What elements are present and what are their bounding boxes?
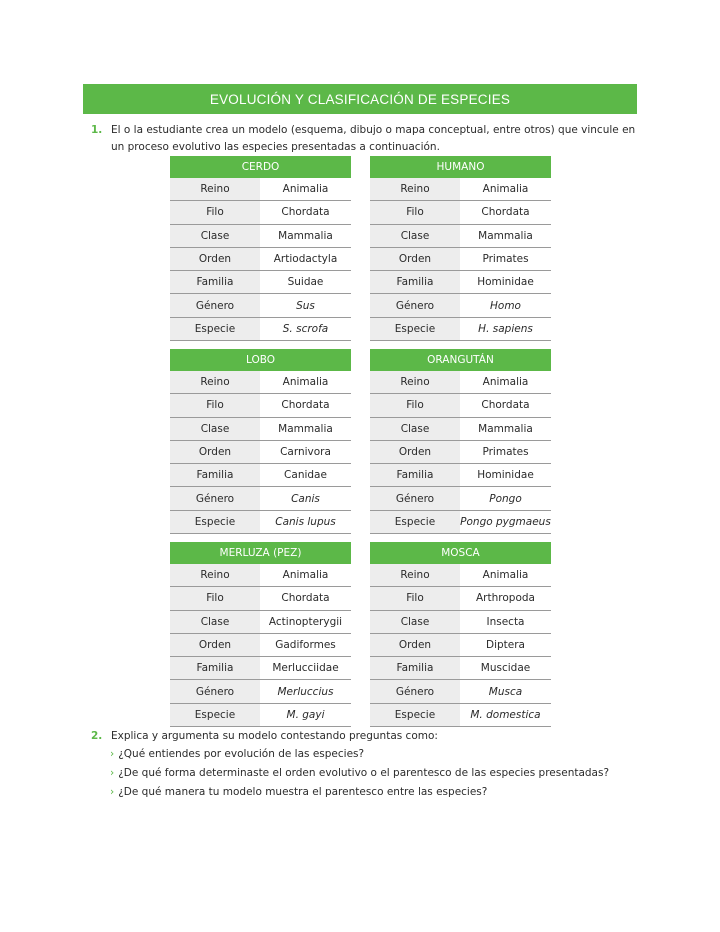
question-2-item-text: ¿Qué entiendes por evolución de las especies? xyxy=(118,748,365,760)
rank-value: Mammalia xyxy=(260,225,351,247)
table-row xyxy=(370,464,551,487)
rank-value: Primates xyxy=(460,441,551,463)
table-title: ORANGUTÁN xyxy=(370,349,551,371)
rank-label: Familia xyxy=(370,657,460,679)
rank-value: Mammalia xyxy=(460,225,551,247)
rank-label: Orden xyxy=(370,248,460,270)
question-2-text: Explica y argumenta su modelo contestando preguntas como: xyxy=(111,730,438,742)
rank-label: Especie xyxy=(170,511,260,533)
table-row xyxy=(170,611,351,634)
rank-label: Especie xyxy=(170,704,260,726)
question-1 xyxy=(91,122,651,156)
table-row xyxy=(170,564,351,587)
table-row xyxy=(370,587,551,610)
table-row xyxy=(370,371,551,394)
taxonomy-table xyxy=(370,349,551,534)
table-title: MERLUZA (PEZ) xyxy=(170,542,351,564)
rank-value: Hominidae xyxy=(460,271,551,293)
table-row xyxy=(170,394,351,417)
bullet-marker: › xyxy=(110,767,115,779)
table-row xyxy=(370,178,551,201)
rank-label: Orden xyxy=(170,248,260,270)
table-row xyxy=(170,294,351,317)
rank-value: Animalia xyxy=(260,178,351,200)
table-row xyxy=(370,318,551,341)
rank-label: Reino xyxy=(170,564,260,586)
table-row xyxy=(170,271,351,294)
table-row xyxy=(370,418,551,441)
rank-label: Orden xyxy=(370,441,460,463)
taxonomy-table xyxy=(170,156,351,341)
rank-label: Familia xyxy=(370,464,460,486)
rank-value: Mammalia xyxy=(460,418,551,440)
table-row xyxy=(370,271,551,294)
table-row xyxy=(370,225,551,248)
table-row xyxy=(170,441,351,464)
table-row xyxy=(170,511,351,534)
bullet-marker: › xyxy=(110,786,115,798)
rank-value: Insecta xyxy=(460,611,551,633)
rank-label: Reino xyxy=(370,564,460,586)
rank-value: Chordata xyxy=(260,587,351,609)
rank-label: Clase xyxy=(370,418,460,440)
rank-value: Musca xyxy=(460,680,551,702)
rank-value: Homo xyxy=(460,294,551,316)
rank-label: Familia xyxy=(370,271,460,293)
rank-label: Clase xyxy=(170,418,260,440)
rank-label: Reino xyxy=(370,371,460,393)
rank-value: Canis lupus xyxy=(260,511,351,533)
rank-label: Orden xyxy=(170,634,260,656)
rank-value: Mammalia xyxy=(260,418,351,440)
rank-value: S. scrofa xyxy=(260,318,351,340)
table-row xyxy=(370,634,551,657)
table-row xyxy=(170,225,351,248)
rank-label: Reino xyxy=(170,371,260,393)
rank-label: Familia xyxy=(170,464,260,486)
question-1-number: 1. xyxy=(91,124,103,136)
rank-value: Canis xyxy=(260,487,351,509)
question-2 xyxy=(91,728,651,745)
rank-value: Chordata xyxy=(260,201,351,223)
table-title: LOBO xyxy=(170,349,351,371)
question-2-item xyxy=(110,765,609,782)
table-title: HUMANO xyxy=(370,156,551,178)
question-2-item xyxy=(110,784,487,801)
rank-value: Chordata xyxy=(260,394,351,416)
table-row xyxy=(370,294,551,317)
table-row xyxy=(170,587,351,610)
rank-label: Clase xyxy=(170,611,260,633)
rank-value: M. gayi xyxy=(260,704,351,726)
rank-label: Filo xyxy=(170,587,260,609)
table-row xyxy=(370,201,551,224)
taxonomy-table xyxy=(370,542,551,727)
rank-label: Reino xyxy=(170,178,260,200)
table-row xyxy=(370,704,551,727)
table-row xyxy=(370,441,551,464)
rank-label: Clase xyxy=(170,225,260,247)
rank-label: Filo xyxy=(370,394,460,416)
table-row xyxy=(370,657,551,680)
table-row xyxy=(170,371,351,394)
table-row xyxy=(370,611,551,634)
question-2-number: 2. xyxy=(91,730,103,742)
rank-label: Género xyxy=(170,294,260,316)
taxonomy-table xyxy=(170,542,351,727)
table-row xyxy=(170,464,351,487)
rank-label: Género xyxy=(170,680,260,702)
rank-label: Filo xyxy=(370,587,460,609)
rank-value: Muscidae xyxy=(460,657,551,679)
table-title: CERDO xyxy=(170,156,351,178)
rank-label: Género xyxy=(370,487,460,509)
rank-value: Chordata xyxy=(460,394,551,416)
table-row xyxy=(370,564,551,587)
rank-label: Orden xyxy=(170,441,260,463)
rank-value: Actinopterygii xyxy=(260,611,351,633)
question-2-item-text: ¿De qué forma determinaste el orden evolutivo o el parentesco de las especies presentadas? xyxy=(118,767,610,779)
rank-value: Chordata xyxy=(460,201,551,223)
question-2-item-text: ¿De qué manera tu modelo muestra el parentesco entre las especies? xyxy=(118,786,488,798)
rank-value: Merluccius xyxy=(260,680,351,702)
table-row xyxy=(370,487,551,510)
rank-value: Pongo pygmaeus xyxy=(460,511,551,533)
table-row xyxy=(170,487,351,510)
table-row xyxy=(370,680,551,703)
rank-label: Orden xyxy=(370,634,460,656)
table-row xyxy=(170,318,351,341)
rank-label: Especie xyxy=(370,318,460,340)
rank-value: Animalia xyxy=(460,178,551,200)
rank-value: H. sapiens xyxy=(460,318,551,340)
rank-label: Filo xyxy=(170,201,260,223)
rank-label: Especie xyxy=(370,511,460,533)
table-row xyxy=(170,418,351,441)
bullet-marker: › xyxy=(110,748,115,760)
rank-value: Arthropoda xyxy=(460,587,551,609)
rank-value: Artiodactyla xyxy=(260,248,351,270)
rank-label: Género xyxy=(370,680,460,702)
rank-value: Merlucciidae xyxy=(260,657,351,679)
table-row xyxy=(170,657,351,680)
rank-value: Animalia xyxy=(460,564,551,586)
table-row xyxy=(170,680,351,703)
table-row xyxy=(170,704,351,727)
rank-value: Hominidae xyxy=(460,464,551,486)
table-row xyxy=(170,634,351,657)
section-banner: EVOLUCIÓN Y CLASIFICACIÓN DE ESPECIES xyxy=(83,84,637,114)
question-1-text: El o la estudiante crea un modelo (esquema, dibujo o mapa conceptual, entre otros) que vincule en un proceso evolutivo las especies presentadas a continuación. xyxy=(111,124,636,153)
rank-label: Género xyxy=(370,294,460,316)
rank-value: Primates xyxy=(460,248,551,270)
rank-label: Especie xyxy=(170,318,260,340)
rank-value: Canidae xyxy=(260,464,351,486)
table-title: MOSCA xyxy=(370,542,551,564)
rank-value: Gadiformes xyxy=(260,634,351,656)
table-row xyxy=(170,248,351,271)
rank-label: Clase xyxy=(370,225,460,247)
table-row xyxy=(370,248,551,271)
rank-value: Pongo xyxy=(460,487,551,509)
rank-value: Animalia xyxy=(460,371,551,393)
table-row xyxy=(170,201,351,224)
rank-label: Filo xyxy=(370,201,460,223)
table-row xyxy=(370,511,551,534)
rank-label: Filo xyxy=(170,394,260,416)
rank-value: Carnivora xyxy=(260,441,351,463)
taxonomy-table xyxy=(370,156,551,341)
rank-value: Suidae xyxy=(260,271,351,293)
question-2-item xyxy=(110,746,364,763)
rank-label: Familia xyxy=(170,271,260,293)
rank-value: Animalia xyxy=(260,564,351,586)
rank-value: Diptera xyxy=(460,634,551,656)
rank-value: Sus xyxy=(260,294,351,316)
rank-label: Género xyxy=(170,487,260,509)
rank-label: Especie xyxy=(370,704,460,726)
taxonomy-table xyxy=(170,349,351,534)
rank-label: Reino xyxy=(370,178,460,200)
rank-value: Animalia xyxy=(260,371,351,393)
table-row xyxy=(170,178,351,201)
table-row xyxy=(370,394,551,417)
rank-label: Familia xyxy=(170,657,260,679)
rank-label: Clase xyxy=(370,611,460,633)
rank-value: M. domestica xyxy=(460,704,551,726)
